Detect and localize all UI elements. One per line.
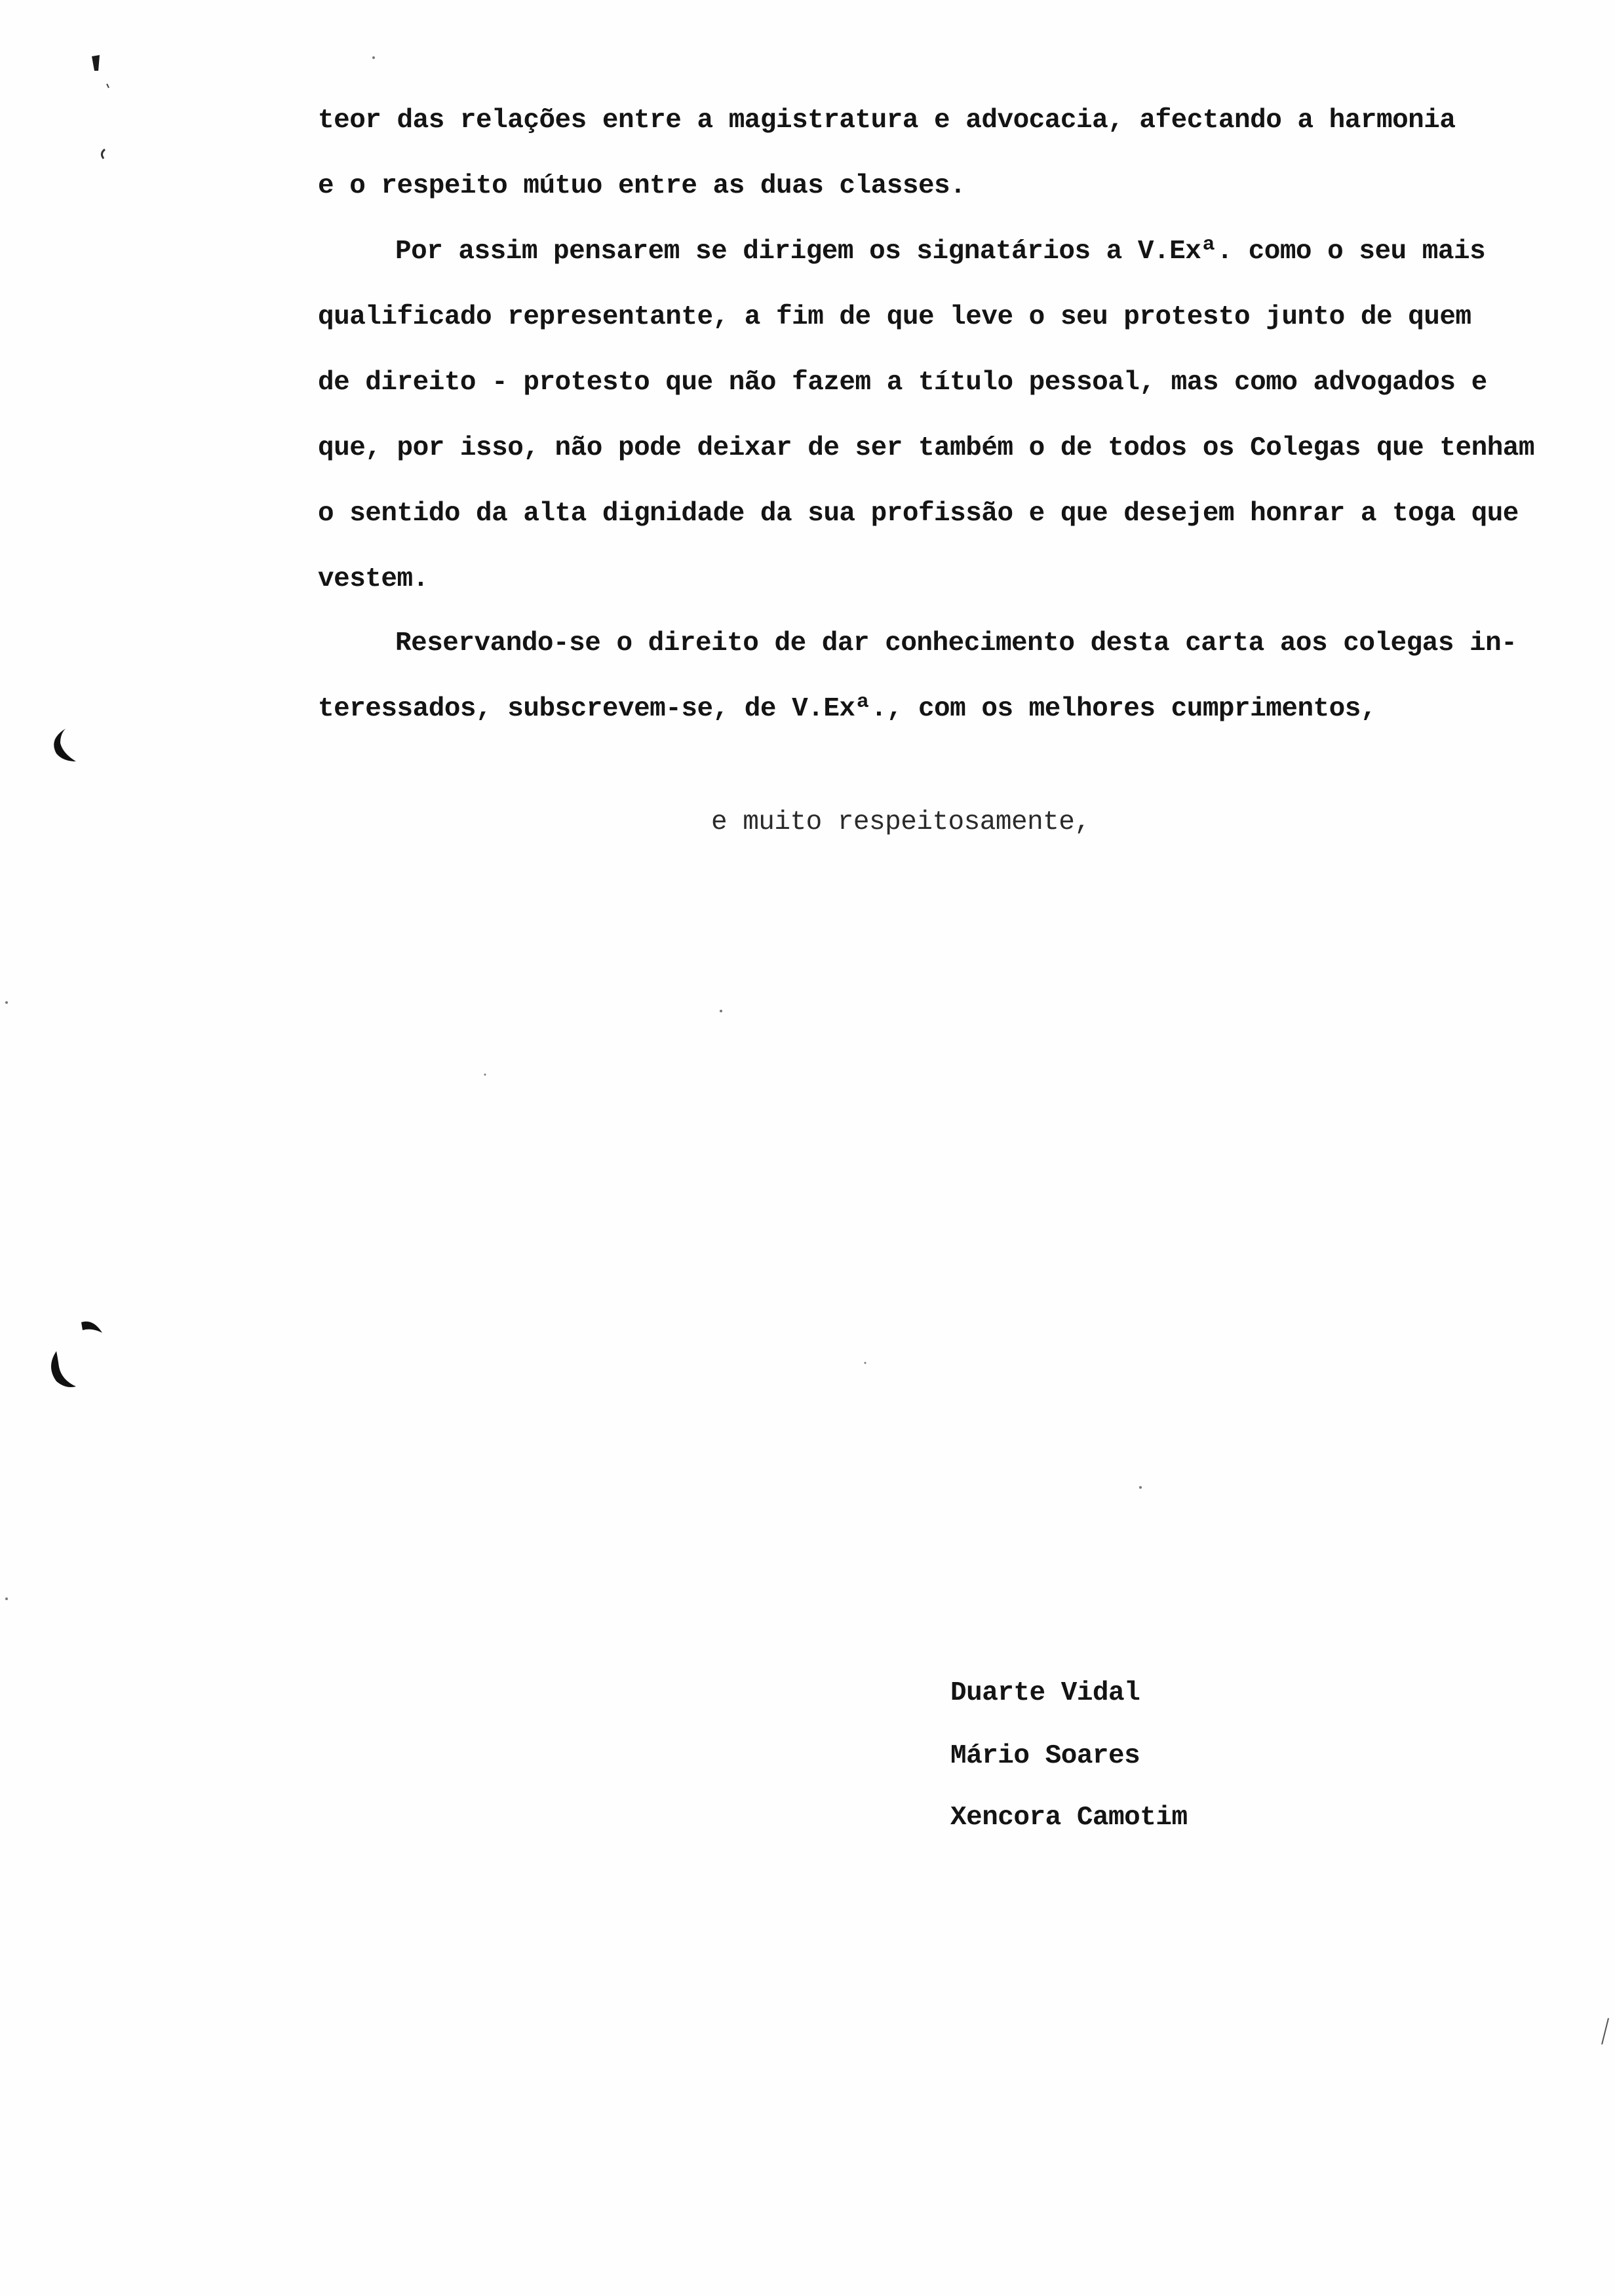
closing-phrase: e muito respeitosamente, [711,807,1091,837]
letter-line: Reservando-se o direito de dar conhecimento desta carta aos colegas in- [395,628,1517,659]
punch-hole-mark-top [92,55,109,159]
letter-line: e o respeito mútuo entre as duas classes. [318,171,966,201]
letter-line: teressados, subscrevem-se, de V.Exª., com os melhores cumprimentos, [318,694,1376,724]
punch-hole-mark-middle [54,729,76,761]
signatory-name: Duarte Vidal [950,1678,1140,1708]
letter-line: vestem. [318,564,429,594]
edge-scratch [1602,2018,1608,2044]
punch-hole-mark-bottom [51,1322,102,1387]
letter-line: que, por isso, não pode deixar de ser também o de todos os Colegas que tenham [318,433,1535,463]
letter-line: o sentido da alta dignidade da sua profissão e que desejem honrar a toga que [318,499,1519,529]
letter-line: teor das relações entre a magistratura e advocacia, afectando a harmonia [318,105,1456,136]
letter-line: Por assim pensarem se dirigem os signatários a V.Exª. como o seu mais [395,237,1486,267]
letter-line: de direito - protesto que não fazem a título pessoal, mas como advogados e [318,368,1487,398]
signatory-name: Mário Soares [950,1741,1140,1771]
letter-line: qualificado representante, a fim de que leve o seu protesto junto de quem [318,302,1471,332]
signatory-name: Xencora Camotim [950,1803,1188,1833]
